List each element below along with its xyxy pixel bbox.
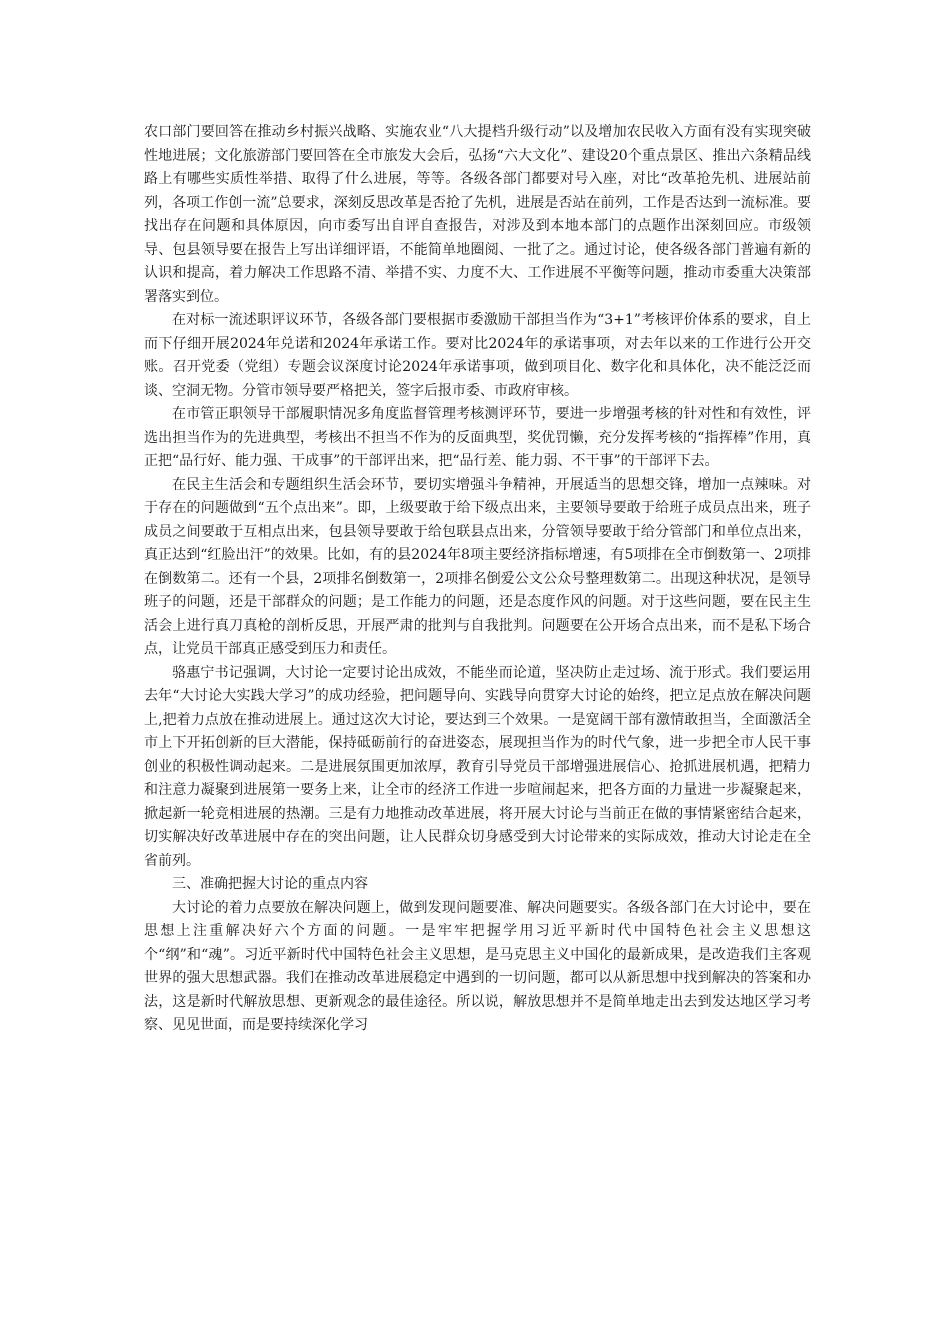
- paragraph-assessment: 在市管正职领导干部履职情况多角度监督管理考核测评环节，要进一步增强考核的针对性和有效性，评选出担当作为的先进典型，考核出不担当不作为的反面典型，奖优罚懒，充分发挥考核的“指挥棒”作用，真正把“品行好、能力强、干成事”的干部评出来，把“品行差、能力弱、不干事”的干部评下去。: [144, 406, 811, 469]
- paragraph-continuation: 农口部门要回答在推动乡村振兴战略、实施农业“八大提档升级行动”以及增加农民收入方面有没有实现突破性地进展；文化旅游部门要回答在全市旅发大会后，弘扬“六大文化”、建设20个重点景区、推出六条精品线路上有哪些实质性举措、取得了什么进展，等等。各级各部门都要对号入座，对比“改革抢先机、进展站前列，各项工作创一流”总要求，深刻反思改革是否抢了先机，进展是否站在前列，工作是否达到一流标准。要找出存在问题和具体原因，向市委写出自评自查报告，对涉及到本地本部门的点题作出深刻回应。市级领导、包县领导要在报告上写出详细评语，不能简单地圈阅、一批了之。通过讨论，使各级各部门普遍有新的认识和提高，着力解决工作思路不清、举措不实、力度不大、工作进展不平衡等问题，推动市委重大决策部署落实到位。: [144, 124, 811, 305]
- paragraph-key-content: 大讨论的着力点要放在解决问题上，做到发现问题要准、解决问题要实。各级各部门在大讨论中，要在思想上注重解决好六个方面的问题。一是牢牢把握学用习近平新时代中国特色社会主义思想这个“纲”和“魂”。习近平新时代中国特色社会主义思想，是马克思主义中国化的最新成果，是改造我们主客观世界的强大思想武器。我们在推动改革进展稳定中遇到的一切问题，都可以从新思想中找到解决的答案和办法，这是新时代解放思想、更新观念的最佳途径。所以说，解放思想并不是简单地走出去到发达地区学习考察、见见世面，而是要持续深化学习: [144, 899, 811, 1033]
- paragraph-discussion-effects: 骆惠宁书记强调，大讨论一定要讨论出成效，不能坐而论道，坚决防止走过场、流于形式。我们要运用去年“大讨论大实践大学习”的成功经验，把问题导向、实践导向贯穿大讨论的始终，把立足点放在解决问题上,把着力点放在推动进展上。通过这次大讨论，要达到三个效果。一是宽阔干部有激情敢担当，全面激活全市上下开拓创新的巨大潜能，保持砥砺前行的奋进姿态，展现担当作为的时代气象，进一步把全市人民干事创业的积极性调动起来。二是进展氛围更加浓厚，教育引导党员干部增强进展信心、抢抓进展机遇，把精力和注意力凝聚到进展第一要务上来，让全市的经济工作进一步喧闹起来，把各方面的力量进一步凝聚起来，掀起新一轮竞相进展的热潮。三是有力地推动改革进展，将开展大讨论与当前正在做的事情紧密结合起来，切实解决好改革进展中存在的突出问题，让人民群众切身感受到大讨论带来的实际成效，推动大讨论走在全省前列。: [144, 664, 811, 869]
- section-heading: 三、准确把握大讨论的重点内容: [172, 876, 368, 892]
- paragraph-democratic-life-meeting: 在民主生活会和专题组织生活会环节，要切实增强斗争精神，开展适当的思想交锋，增加一点辣味。对于存在的问题做到“五个点出来”。即，上级要敢于给下级点出来，主要领导要敢于给班子成员点出来，班子成员之间要敢于互相点出来，包县领导要敢于给包联县点出来，分管领导要敢于给分管部门和单位点出来，真正达到“红脸出汗”的效果。比如，有的县2024年8项主要经济指标增速，有5项排在全市倒数第一、2项排在倒数第二。还有一个县，2项排名倒数第一，2项排名倒爱公文公众号整理数第二。出现这种状况，是领导班子的问题，还是干部群众的问题；是工作能力的问题，还是态度作风的问题。对于这些问题，要在民主生活会上进行真刀真枪的剖析反思，开展严肃的批判与自我批判。问题要在公开场合点出来，而不是私下场合点，让党员干部真正感受到压力和责任。: [144, 476, 811, 657]
- document-body: [144, 121, 811, 1038]
- paragraph-review-evaluation: 在对标一流述职评议环节，各级各部门要根据市委激励干部担当作为“3+1”考核评价体系的要求，自上而下仔细开展2024年兑诺和2024年承诺工作。要对比2024年的承诺事项，对去年以来的工作进行公开交账。召开党委（党组）专题会议深度讨论2024年承诺事项，做到项目化、数字化和具体化，决不能泛泛而谈、空洞无物。分管市领导要严格把关，签字后报市委、市政府审核。: [144, 312, 811, 399]
